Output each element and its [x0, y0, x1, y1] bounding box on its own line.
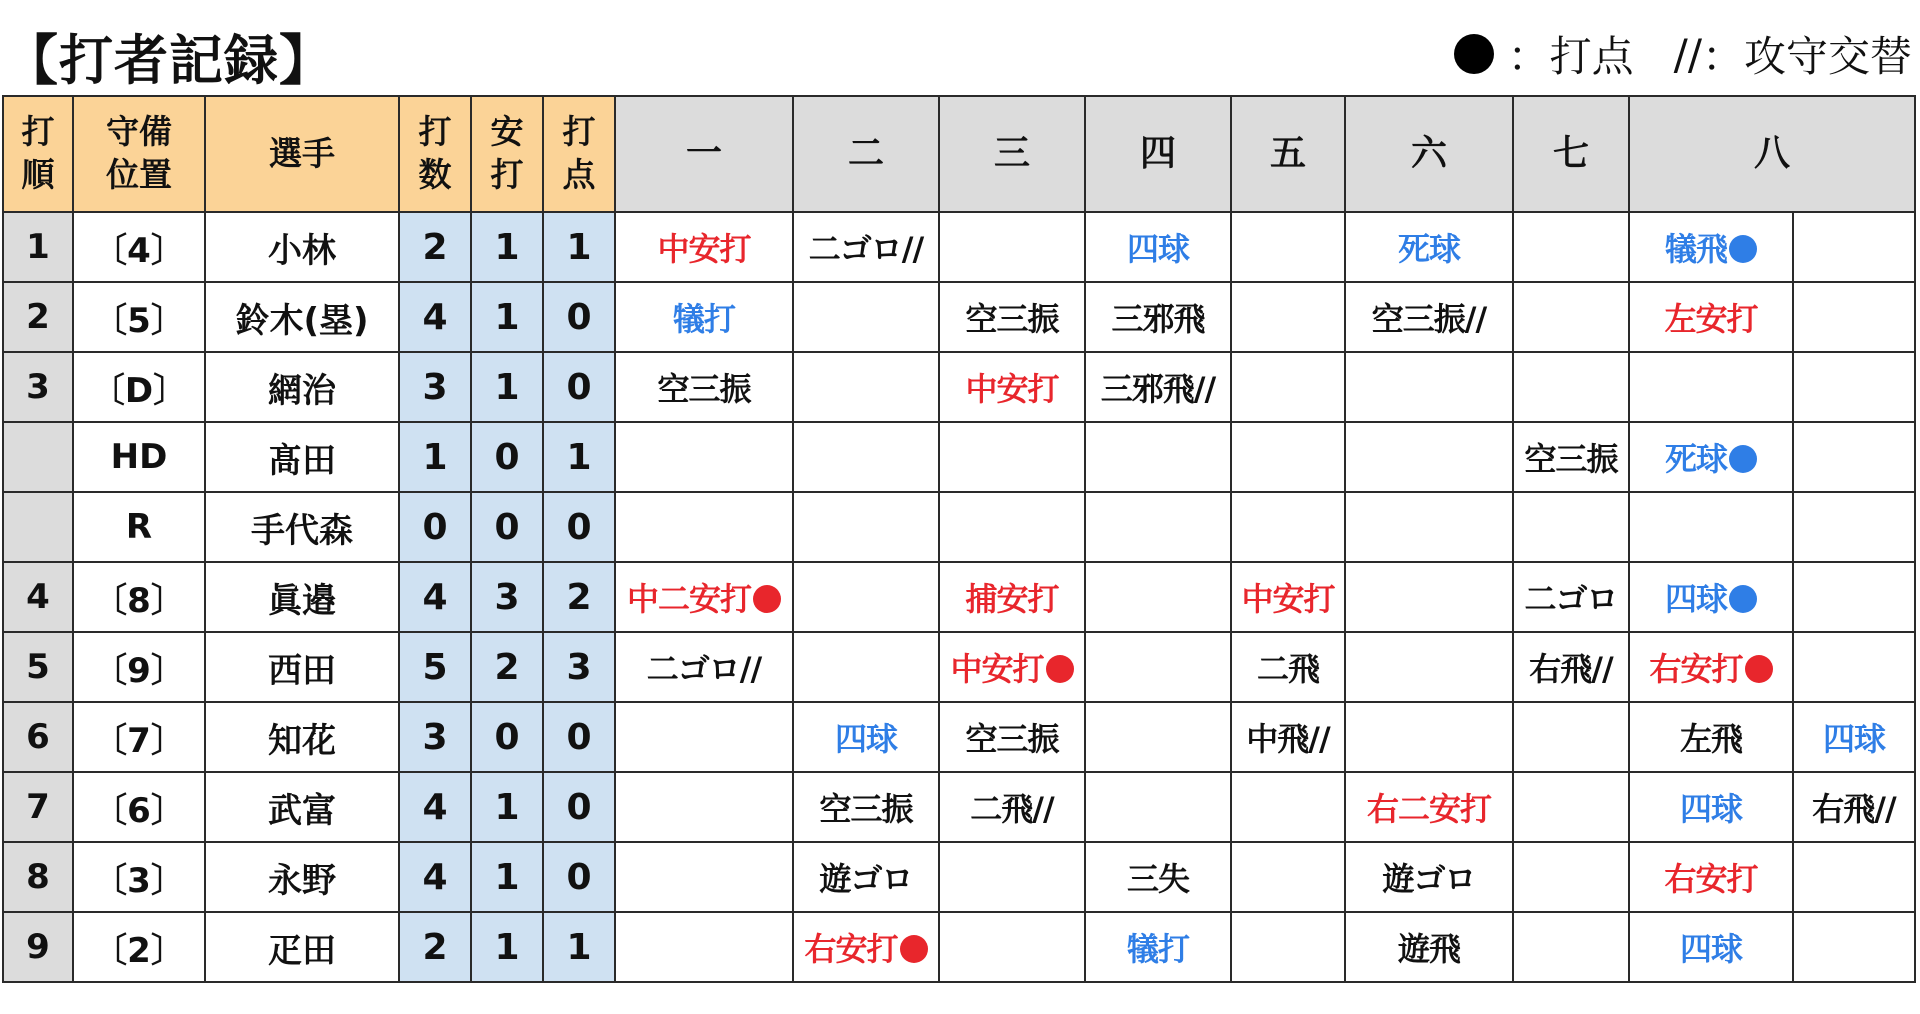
at-bat-result: 右二安打: [1366, 790, 1491, 828]
at-bat-result: 三失: [1126, 860, 1189, 898]
at-bat-result-cell: [615, 842, 793, 912]
at-bat-result-cell: [1231, 492, 1345, 562]
at-bat-result-cell: [1513, 352, 1629, 422]
at-bat-result: 空三振//: [1371, 300, 1487, 338]
at-bat-result: 空三振: [819, 790, 913, 828]
hits-cell: 1: [471, 772, 543, 842]
rbi-cell: 2: [543, 562, 615, 632]
at-bat-result-cell: [1629, 352, 1793, 422]
at-bat-result-cell: [939, 422, 1085, 492]
player-name-cell: 知花: [205, 702, 399, 772]
header-inning-2: 二: [793, 96, 939, 212]
at-bats-cell: 1: [399, 422, 471, 492]
at-bat-result-cell: [1085, 772, 1231, 842]
at-bat-result-cell: [939, 702, 1085, 772]
rbi-dot-icon: [900, 935, 928, 963]
at-bat-result-cell: [1345, 352, 1513, 422]
rbi-dot-icon: [1454, 34, 1494, 74]
hits-cell: 0: [471, 492, 543, 562]
at-bats-cell: 4: [399, 842, 471, 912]
at-bat-result: 三邪飛//: [1100, 370, 1216, 408]
at-bat-result: 右安打: [1664, 860, 1758, 898]
at-bat-result-cell: [793, 352, 939, 422]
at-bat-result: 遊ゴロ: [819, 860, 913, 898]
rbi-cell: 0: [543, 772, 615, 842]
at-bat-result-cell: [939, 352, 1085, 422]
header-hits: 安 打: [471, 96, 543, 212]
at-bat-result-cell: [615, 702, 793, 772]
at-bat-result-cell: [939, 632, 1085, 702]
at-bat-result-cell: [1629, 842, 1793, 912]
at-bat-result-cell: [1513, 562, 1629, 632]
at-bat-result-cell: [1231, 632, 1345, 702]
at-bat-result-cell: [1345, 842, 1513, 912]
rbi-cell: 0: [543, 352, 615, 422]
hits-cell: 1: [471, 912, 543, 982]
at-bat-result-cell: [1085, 282, 1231, 352]
at-bat-result-cell: [1231, 212, 1345, 282]
legend-change-label: ：攻守交替: [1701, 32, 1912, 81]
at-bat-result: 中安打: [965, 370, 1059, 408]
header-inning-7: 七: [1513, 96, 1629, 212]
table-row: [3, 562, 1915, 632]
at-bat-result-cell: [1345, 562, 1513, 632]
at-bat-result-cell: [1629, 212, 1793, 282]
at-bat-result: 左飛: [1679, 720, 1742, 758]
at-bat-result: 四球: [834, 720, 897, 758]
at-bat-result-cell: [793, 212, 939, 282]
at-bat-result-cell: [1793, 422, 1915, 492]
table-body: [3, 212, 1915, 982]
batting-order-cell: 3: [3, 352, 73, 422]
header-at-bats: 打 数: [399, 96, 471, 212]
player-name-cell: 鈴木(塁): [205, 282, 399, 352]
at-bat-result: 中二安打: [626, 580, 751, 618]
hits-cell: 0: [471, 422, 543, 492]
at-bat-result: 四球: [1679, 930, 1742, 968]
at-bat-result-cell: [615, 492, 793, 562]
rbi-cell: 1: [543, 422, 615, 492]
at-bat-result-cell: [1629, 422, 1793, 492]
at-bat-result-cell: [615, 352, 793, 422]
at-bat-result: 空三振: [965, 300, 1059, 338]
at-bat-result-cell: [1793, 282, 1915, 352]
at-bat-result-cell: [939, 562, 1085, 632]
batting-order-cell: 2: [3, 282, 73, 352]
at-bat-result: 右飛//: [1812, 790, 1896, 828]
header-inning-5: 五: [1231, 96, 1345, 212]
at-bat-result: 中安打: [950, 650, 1044, 688]
rbi-cell: 0: [543, 702, 615, 772]
batting-order-cell: [3, 422, 73, 492]
at-bat-result-cell: [1231, 702, 1345, 772]
player-name-cell: 髙田: [205, 422, 399, 492]
at-bat-result: 空三振: [657, 370, 751, 408]
at-bat-result-cell: [1085, 212, 1231, 282]
at-bat-result: 二飛//: [970, 790, 1054, 828]
at-bat-result-cell: [1513, 212, 1629, 282]
at-bat-result-cell: [939, 912, 1085, 982]
rbi-dot-icon: [1745, 655, 1773, 683]
at-bat-result-cell: [1231, 282, 1345, 352]
batting-order-cell: 1: [3, 212, 73, 282]
header-order: 打 順: [3, 96, 73, 212]
at-bat-result: 空三振: [965, 720, 1059, 758]
at-bat-result-cell: [615, 562, 793, 632]
at-bat-result-cell: [793, 842, 939, 912]
at-bat-result-cell: [615, 282, 793, 352]
batting-order-cell: 5: [3, 632, 73, 702]
table-row: [3, 212, 1915, 282]
at-bat-result-cell: [1231, 562, 1345, 632]
hits-cell: 1: [471, 352, 543, 422]
hits-cell: 0: [471, 702, 543, 772]
at-bat-result-cell: [1629, 562, 1793, 632]
legend-rbi-label: ：打点: [1507, 32, 1634, 81]
at-bat-result-cell: [793, 492, 939, 562]
at-bat-result-cell: [1345, 492, 1513, 562]
at-bat-result-cell: [1513, 702, 1629, 772]
batting-record-table: [2, 95, 1916, 983]
at-bat-result-cell: [615, 632, 793, 702]
at-bat-result-cell: [1085, 702, 1231, 772]
position-cell: 〔7〕: [73, 702, 205, 772]
at-bat-result-cell: [793, 912, 939, 982]
at-bat-result-cell: [1085, 352, 1231, 422]
table-row: [3, 282, 1915, 352]
at-bat-result: 四球: [1822, 720, 1885, 758]
rbi-dot-icon: [1046, 655, 1074, 683]
at-bat-result: 二ゴロ: [1524, 580, 1618, 618]
at-bat-result-cell: [793, 702, 939, 772]
at-bats-cell: 4: [399, 562, 471, 632]
page-title: 【打者記録】: [4, 29, 334, 92]
at-bat-result-cell: [1085, 842, 1231, 912]
at-bat-result-cell: [793, 562, 939, 632]
at-bat-result: 四球: [1126, 230, 1189, 268]
at-bat-result-cell: [1629, 772, 1793, 842]
rbi-cell: 0: [543, 842, 615, 912]
at-bat-result-cell: [1231, 842, 1345, 912]
table-row: [3, 422, 1915, 492]
header-inning-3: 三: [939, 96, 1085, 212]
hits-cell: 1: [471, 212, 543, 282]
batting-order-cell: 6: [3, 702, 73, 772]
rbi-dot-icon: [1729, 585, 1757, 613]
at-bat-result-cell: [1793, 352, 1915, 422]
at-bat-result: 二ゴロ//: [808, 230, 924, 268]
position-cell: 〔8〕: [73, 562, 205, 632]
at-bat-result: 二飛: [1256, 650, 1319, 688]
at-bat-result-cell: [1629, 912, 1793, 982]
position-cell: 〔9〕: [73, 632, 205, 702]
rbi-dot-icon: [1729, 235, 1757, 263]
rbi-dot-icon: [753, 585, 781, 613]
at-bat-result-cell: [939, 772, 1085, 842]
at-bat-result-cell: [1345, 422, 1513, 492]
at-bat-result: 四球: [1664, 580, 1727, 618]
at-bat-result: 犠打: [1126, 930, 1189, 968]
at-bats-cell: 4: [399, 772, 471, 842]
legend: [1454, 24, 1912, 84]
at-bat-result-cell: [1345, 702, 1513, 772]
header-rbi: 打 点: [543, 96, 615, 212]
at-bat-result: 空三振: [1524, 440, 1618, 478]
at-bats-cell: 3: [399, 702, 471, 772]
hits-cell: 1: [471, 282, 543, 352]
position-cell: 〔3〕: [73, 842, 205, 912]
at-bat-result-cell: [1513, 632, 1629, 702]
player-name-cell: 永野: [205, 842, 399, 912]
rbi-dot-icon: [1729, 445, 1757, 473]
at-bat-result-cell: [793, 282, 939, 352]
at-bat-result-cell: [1629, 282, 1793, 352]
at-bat-result-cell: [1513, 772, 1629, 842]
position-cell: 〔D〕: [73, 352, 205, 422]
at-bat-result: 死球: [1664, 440, 1727, 478]
at-bat-result: 右安打: [804, 930, 898, 968]
at-bat-result-cell: [939, 212, 1085, 282]
at-bat-result-cell: [1793, 632, 1915, 702]
legend-change-symbol: //: [1673, 29, 1702, 79]
at-bat-result-cell: [1085, 912, 1231, 982]
at-bat-result: 右安打: [1649, 650, 1743, 688]
table-row: [3, 352, 1915, 422]
at-bat-result: 遊飛: [1397, 930, 1460, 968]
at-bat-result: 犠打: [672, 300, 735, 338]
at-bat-result-cell: [1345, 212, 1513, 282]
player-name-cell: 西田: [205, 632, 399, 702]
rbi-cell: 0: [543, 282, 615, 352]
at-bat-result: 四球: [1679, 790, 1742, 828]
hits-cell: 3: [471, 562, 543, 632]
rbi-cell: 1: [543, 912, 615, 982]
table-row: [3, 772, 1915, 842]
at-bat-result-cell: [1793, 562, 1915, 632]
at-bat-result-cell: [1793, 912, 1915, 982]
table-row: [3, 632, 1915, 702]
position-cell: HD: [73, 422, 205, 492]
at-bat-result-cell: [1085, 492, 1231, 562]
hits-cell: 2: [471, 632, 543, 702]
rbi-cell: 3: [543, 632, 615, 702]
at-bat-result-cell: [1345, 772, 1513, 842]
at-bat-result-cell: [1793, 772, 1915, 842]
at-bat-result-cell: [1085, 422, 1231, 492]
at-bat-result-cell: [1085, 632, 1231, 702]
at-bat-result: 中飛//: [1246, 720, 1330, 758]
at-bat-result: 死球: [1397, 230, 1460, 268]
table-row: [3, 702, 1915, 772]
player-name-cell: 眞邉: [205, 562, 399, 632]
table-row: [3, 912, 1915, 982]
at-bat-result-cell: [1231, 912, 1345, 982]
at-bat-result-cell: [1345, 912, 1513, 982]
player-name-cell: 小林: [205, 212, 399, 282]
at-bats-cell: 5: [399, 632, 471, 702]
position-cell: 〔2〕: [73, 912, 205, 982]
header-row: [3, 96, 1915, 212]
at-bat-result-cell: [615, 422, 793, 492]
at-bat-result-cell: [1793, 212, 1915, 282]
at-bat-result-cell: [1793, 492, 1915, 562]
batting-order-cell: 7: [3, 772, 73, 842]
at-bat-result: 捕安打: [965, 580, 1059, 618]
batting-order-cell: [3, 492, 73, 562]
position-cell: 〔4〕: [73, 212, 205, 282]
at-bat-result-cell: [793, 422, 939, 492]
header-inning-6: 六: [1345, 96, 1513, 212]
at-bat-result: 中安打: [1241, 580, 1335, 618]
at-bat-result-cell: [1513, 422, 1629, 492]
at-bat-result-cell: [1793, 842, 1915, 912]
at-bat-result-cell: [939, 842, 1085, 912]
at-bat-result-cell: [615, 912, 793, 982]
at-bat-result-cell: [1513, 842, 1629, 912]
at-bat-result-cell: [1345, 282, 1513, 352]
at-bat-result-cell: [1629, 492, 1793, 562]
at-bats-cell: 3: [399, 352, 471, 422]
at-bat-result-cell: [1629, 702, 1793, 772]
header-position: 守備 位置: [73, 96, 205, 212]
at-bat-result-cell: [1231, 352, 1345, 422]
at-bat-result-cell: [615, 212, 793, 282]
header-inning-8: 八: [1629, 96, 1915, 212]
at-bat-result: 二ゴロ//: [646, 650, 762, 688]
at-bat-result-cell: [615, 772, 793, 842]
at-bat-result-cell: [1231, 772, 1345, 842]
at-bat-result: 左安打: [1664, 300, 1758, 338]
position-cell: 〔6〕: [73, 772, 205, 842]
at-bat-result-cell: [1513, 492, 1629, 562]
rbi-cell: 1: [543, 212, 615, 282]
at-bat-result-cell: [1629, 632, 1793, 702]
player-name-cell: 網治: [205, 352, 399, 422]
at-bat-result-cell: [793, 772, 939, 842]
at-bat-result: 犠飛: [1664, 230, 1727, 268]
player-name-cell: 手代森: [205, 492, 399, 562]
player-name-cell: 武富: [205, 772, 399, 842]
at-bats-cell: 2: [399, 212, 471, 282]
at-bat-result-cell: [939, 492, 1085, 562]
at-bat-result-cell: [1345, 632, 1513, 702]
table-row: [3, 842, 1915, 912]
table-row: [3, 492, 1915, 562]
at-bat-result-cell: [939, 282, 1085, 352]
at-bat-result: 遊ゴロ: [1382, 860, 1476, 898]
at-bat-result: 中安打: [657, 230, 751, 268]
position-cell: R: [73, 492, 205, 562]
header-inning-1: 一: [615, 96, 793, 212]
batting-order-cell: 8: [3, 842, 73, 912]
header-inning-4: 四: [1085, 96, 1231, 212]
player-name-cell: 疋田: [205, 912, 399, 982]
batting-order-cell: 9: [3, 912, 73, 982]
at-bat-result-cell: [1513, 282, 1629, 352]
at-bats-cell: 2: [399, 912, 471, 982]
position-cell: 〔5〕: [73, 282, 205, 352]
header-player: 選手: [205, 96, 399, 212]
at-bat-result-cell: [793, 632, 939, 702]
at-bats-cell: 4: [399, 282, 471, 352]
at-bat-result-cell: [1231, 422, 1345, 492]
at-bats-cell: 0: [399, 492, 471, 562]
hits-cell: 1: [471, 842, 543, 912]
batting-order-cell: 4: [3, 562, 73, 632]
at-bat-result: 三邪飛: [1111, 300, 1205, 338]
at-bat-result-cell: [1513, 912, 1629, 982]
rbi-cell: 0: [543, 492, 615, 562]
at-bat-result: 右飛//: [1529, 650, 1613, 688]
at-bat-result-cell: [1793, 702, 1915, 772]
at-bat-result-cell: [1085, 562, 1231, 632]
